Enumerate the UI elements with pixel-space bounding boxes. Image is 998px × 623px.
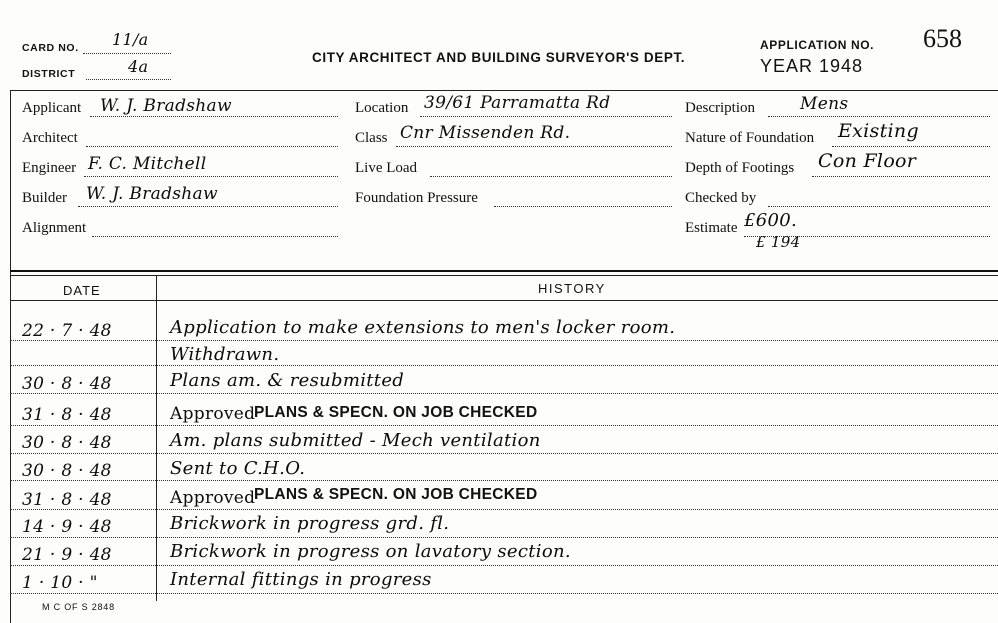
history-row-text: Brickwork in progress grd. fl. [170, 513, 450, 534]
history-row-date: 30 · 8 · 48 [22, 374, 112, 394]
application-number: 658 [923, 24, 962, 53]
alignment-label: Alignment [22, 220, 87, 236]
year-label: YEAR 1948 [760, 56, 864, 76]
location-value: 39/61 Parramatta Rd [424, 93, 611, 113]
builder-value: W. J. Bradshaw [86, 184, 218, 204]
foundation-pressure-label: Foundation Pressure [355, 190, 478, 206]
history-column-header: HISTORY [538, 281, 606, 296]
history-row-text: Am. plans submitted - Mech ventilation [170, 430, 541, 451]
architect-label: Architect [22, 130, 78, 146]
builder-label: Builder [22, 190, 67, 206]
history-row-date: 14 · 9 · 48 [22, 517, 112, 537]
nature-of-foundation-label: Nature of Foundation [685, 130, 815, 146]
district-value: 4a [128, 57, 149, 76]
engineer-label: Engineer [22, 160, 77, 176]
history-row-text: Approved [170, 488, 256, 508]
history-row-text: Withdrawn. [170, 344, 280, 365]
history-row-date: 31 · 8 · 48 [22, 405, 112, 425]
engineer-value: F. C. Mitchell [88, 154, 207, 174]
class-label: Class [355, 130, 388, 146]
history-row-text: Internal fittings in progress [170, 569, 432, 590]
card-no-value: 11/a [112, 30, 149, 49]
nature-of-foundation-value: Existing [838, 120, 919, 142]
card-no-label: CARD NO. [22, 42, 79, 54]
live-load-label: Live Load [355, 160, 418, 176]
history-row-text: Plans am. & resubmitted [170, 370, 405, 391]
application-label: APPLICATION NO. [760, 38, 875, 52]
applicant-value: W. J. Bradshaw [100, 96, 232, 116]
history-row-date: 30 · 8 · 48 [22, 461, 112, 481]
history-row-text: Approved [170, 404, 256, 424]
approval-stamp: PLANS & SPECN. ON JOB CHECKED [254, 404, 538, 421]
approval-stamp: PLANS & SPECN. ON JOB CHECKED [254, 486, 538, 503]
history-row-date: 30 · 8 · 48 [22, 433, 112, 453]
class-value: Cnr Missenden Rd. [400, 123, 571, 143]
history-row-text: Brickwork in progress on lavatory section. [170, 541, 571, 562]
department-title: CITY ARCHITECT AND BUILDING SURVEYOR'S DEPT. [312, 50, 686, 65]
depth-of-footings-label: Depth of Footings [685, 160, 795, 176]
estimate-label: Estimate [685, 220, 738, 236]
depth-of-footings-value: Con Floor [818, 150, 917, 172]
history-row-text: Application to make extensions to men's locker room. [170, 317, 676, 338]
estimate-value: £600. [744, 210, 798, 231]
description-label: Description [685, 100, 755, 116]
form-code: M C OF S 2848 [42, 602, 115, 612]
location-label: Location [355, 100, 409, 116]
history-row-date: 21 · 9 · 48 [22, 545, 112, 565]
date-column-header: DATE [63, 283, 101, 298]
history-row-text: Sent to C.H.O. [170, 458, 306, 479]
checked-by-label: Checked by [685, 190, 757, 206]
history-row-date: 31 · 8 · 48 [22, 490, 112, 510]
history-row-date: 1 · 10 · " [22, 573, 98, 593]
history-row-date: 22 · 7 · 48 [22, 321, 112, 341]
estimate-value-secondary: £ 194 [756, 233, 801, 251]
district-label: DISTRICT [22, 68, 76, 80]
description-value: Mens [800, 94, 849, 114]
applicant-label: Applicant [22, 100, 82, 116]
